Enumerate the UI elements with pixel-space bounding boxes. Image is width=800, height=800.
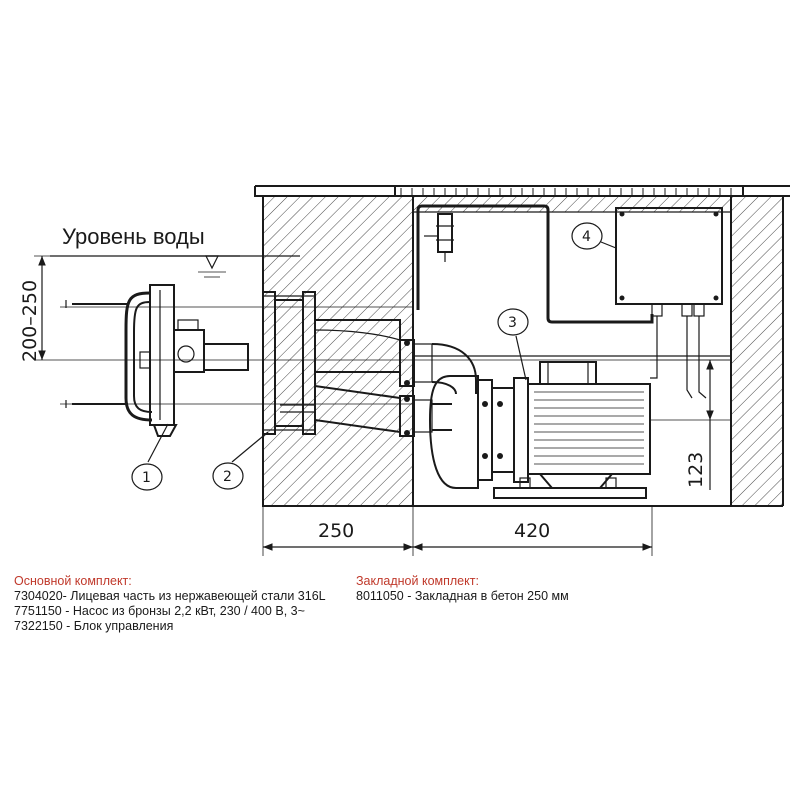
- wall-bolts: [66, 300, 128, 408]
- embedded-kit-item: 8011050 - Закладная в бетон 250 мм: [356, 589, 569, 603]
- callout-4: 4: [582, 229, 591, 245]
- face-part: [126, 285, 248, 436]
- dimension-bottom: [263, 506, 652, 556]
- water-level-label: Уровень воды: [62, 224, 205, 249]
- dimension-height-right-label: 123: [685, 451, 707, 488]
- top-grating: [395, 186, 743, 196]
- main-kit: [14, 574, 344, 634]
- callout-2: 2: [223, 469, 232, 485]
- callout-1: 1: [142, 470, 151, 486]
- dimension-depth: [19, 256, 60, 362]
- main-kit-item: 7304020- Лицевая часть из нержавеющей стали 316L: [14, 589, 326, 603]
- main-kit-item: 7322150 - Блок управления: [14, 619, 174, 633]
- main-kit-title: Основной комплект:: [14, 574, 132, 588]
- embedded-kit: [356, 574, 756, 604]
- dimension-width-left-label: 250: [318, 520, 355, 542]
- main-kit-item: 7751150 - Насос из бронзы 2,2 кВт, 230 / 400 В, 3~: [14, 604, 305, 618]
- dimension-width-right-label: 420: [514, 520, 551, 542]
- dimension-depth-label: 200–250: [19, 279, 41, 362]
- embedded-kit-title: Закладной комплект:: [356, 574, 479, 588]
- callout-3: 3: [508, 315, 517, 331]
